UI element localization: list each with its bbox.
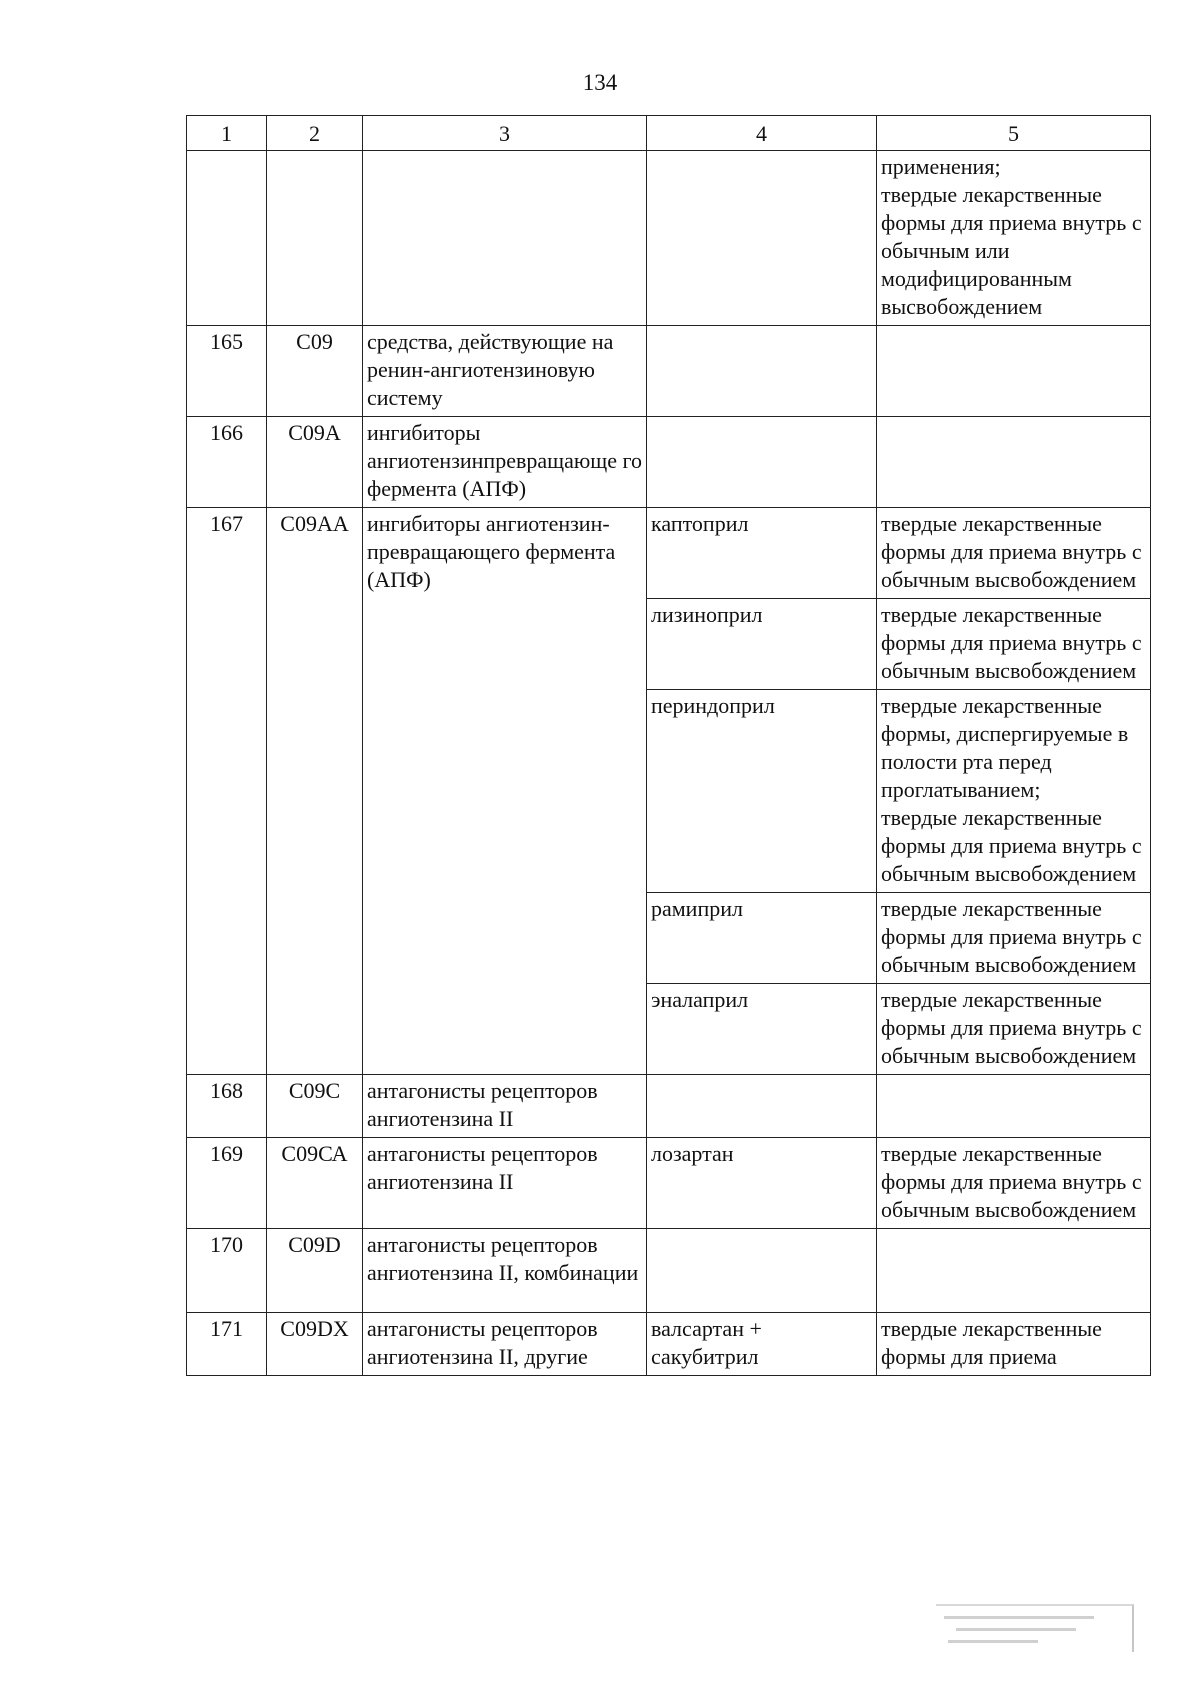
drug-name: лизиноприл bbox=[647, 599, 877, 690]
atc-code: С09D bbox=[267, 1229, 363, 1313]
drug-name: эналаприл bbox=[647, 984, 877, 1075]
dosage-form-text: твердые лекарственные формы, диспергируемые в полости рта перед проглатыванием; bbox=[881, 693, 1129, 802]
dosage-form-text: твердые лекарственные формы для приема внутрь с обычным высвобождением bbox=[881, 602, 1142, 683]
table-row bbox=[187, 508, 1151, 599]
table-row bbox=[187, 417, 1151, 508]
atc-code: С09А bbox=[267, 417, 363, 508]
dosage-form-text: твердые лекарственные формы для приема внутрь с обычным высвобождением bbox=[881, 511, 1142, 592]
empty-cell bbox=[363, 151, 647, 326]
row-number: 168 bbox=[187, 1075, 267, 1138]
drug-name: каптоприл bbox=[647, 508, 877, 599]
header-col-4: 4 bbox=[647, 116, 877, 151]
empty-cell bbox=[647, 1229, 877, 1313]
anatomical-group: антагонисты рецепторов ангиотензина II bbox=[363, 1138, 647, 1229]
dosage-form-cell bbox=[877, 893, 1151, 984]
table-row bbox=[187, 1075, 1151, 1138]
drug-name: периндоприл bbox=[647, 690, 877, 893]
dosage-form-text: твердые лекарственные формы для приема внутрь с обычным высвобождением bbox=[881, 1141, 1142, 1222]
empty-cell bbox=[647, 417, 877, 508]
header-col-3: 3 bbox=[363, 116, 647, 151]
empty-cell bbox=[877, 417, 1151, 508]
row-number: 166 bbox=[187, 417, 267, 508]
empty-cell bbox=[877, 326, 1151, 417]
table-row bbox=[187, 326, 1151, 417]
empty-cell bbox=[647, 326, 877, 417]
anatomical-group: ингибиторы ангиотензин-превращающего фермента (АПФ) bbox=[363, 508, 647, 1075]
empty-cell bbox=[877, 1229, 1151, 1313]
empty-cell bbox=[877, 1075, 1151, 1138]
dosage-form-cell bbox=[877, 508, 1151, 599]
atc-code: С09АА bbox=[267, 508, 363, 1075]
empty-cell bbox=[267, 151, 363, 326]
dosage-form-cell bbox=[877, 1313, 1151, 1376]
drug-name: лозартан bbox=[647, 1138, 877, 1229]
continuation-row bbox=[187, 151, 1151, 326]
header-col-1: 1 bbox=[187, 116, 267, 151]
anatomical-group: антагонисты рецепторов ангиотензина II, комбинации bbox=[363, 1229, 647, 1313]
dosage-form-cell bbox=[877, 599, 1151, 690]
row-number: 170 bbox=[187, 1229, 267, 1313]
table-row bbox=[187, 1229, 1151, 1313]
page-number: 134 bbox=[582, 70, 618, 95]
anatomical-group: средства, действующие на ренин-ангиотензиновую систему bbox=[363, 326, 647, 417]
dosage-form-text: твердые лекарственные формы для приема внутрь с обычным высвобождением bbox=[881, 805, 1142, 886]
dosage-form-cell bbox=[877, 690, 1151, 893]
header-row bbox=[187, 116, 1151, 151]
anatomical-group: антагонисты рецепторов ангиотензина II bbox=[363, 1075, 647, 1138]
dosage-form-cell bbox=[877, 151, 1151, 326]
empty-cell bbox=[647, 1075, 877, 1138]
medication-table bbox=[186, 115, 1151, 1376]
anatomical-group: антагонисты рецепторов ангиотензина II, другие bbox=[363, 1313, 647, 1376]
empty-cell bbox=[647, 151, 877, 326]
header-col-2: 2 bbox=[267, 116, 363, 151]
anatomical-group: ингибиторы ангиотензинпревращающе го фермента (АПФ) bbox=[363, 417, 647, 508]
atc-code: С09 bbox=[267, 326, 363, 417]
dosage-form-text: твердые лекарственные формы для приема внутрь с обычным высвобождением bbox=[881, 896, 1142, 977]
drug-name: рамиприл bbox=[647, 893, 877, 984]
row-number: 171 bbox=[187, 1313, 267, 1376]
row-number: 167 bbox=[187, 508, 267, 1075]
dosage-form-cell bbox=[877, 984, 1151, 1075]
dosage-form-text: твердые лекарственные формы для приема внутрь с обычным или модифицированным высвобождением bbox=[881, 182, 1142, 319]
dosage-form-cell bbox=[877, 1138, 1151, 1229]
header-col-5: 5 bbox=[877, 116, 1151, 151]
dosage-form-text: твердые лекарственные формы для приема bbox=[881, 1316, 1102, 1369]
atc-code: С09СА bbox=[267, 1138, 363, 1229]
atc-code: С09DХ bbox=[267, 1313, 363, 1376]
row-number: 165 bbox=[187, 326, 267, 417]
empty-cell bbox=[187, 151, 267, 326]
stamp-mark bbox=[936, 1604, 1134, 1652]
table-row bbox=[187, 1313, 1151, 1376]
dosage-form-text: применения; bbox=[881, 154, 1001, 179]
drug-name: валсартан + сакубитрил bbox=[647, 1313, 877, 1376]
dosage-form-text: твердые лекарственные формы для приема внутрь с обычным высвобождением bbox=[881, 987, 1142, 1068]
row-number: 169 bbox=[187, 1138, 267, 1229]
atc-code: С09С bbox=[267, 1075, 363, 1138]
table-row bbox=[187, 1138, 1151, 1229]
